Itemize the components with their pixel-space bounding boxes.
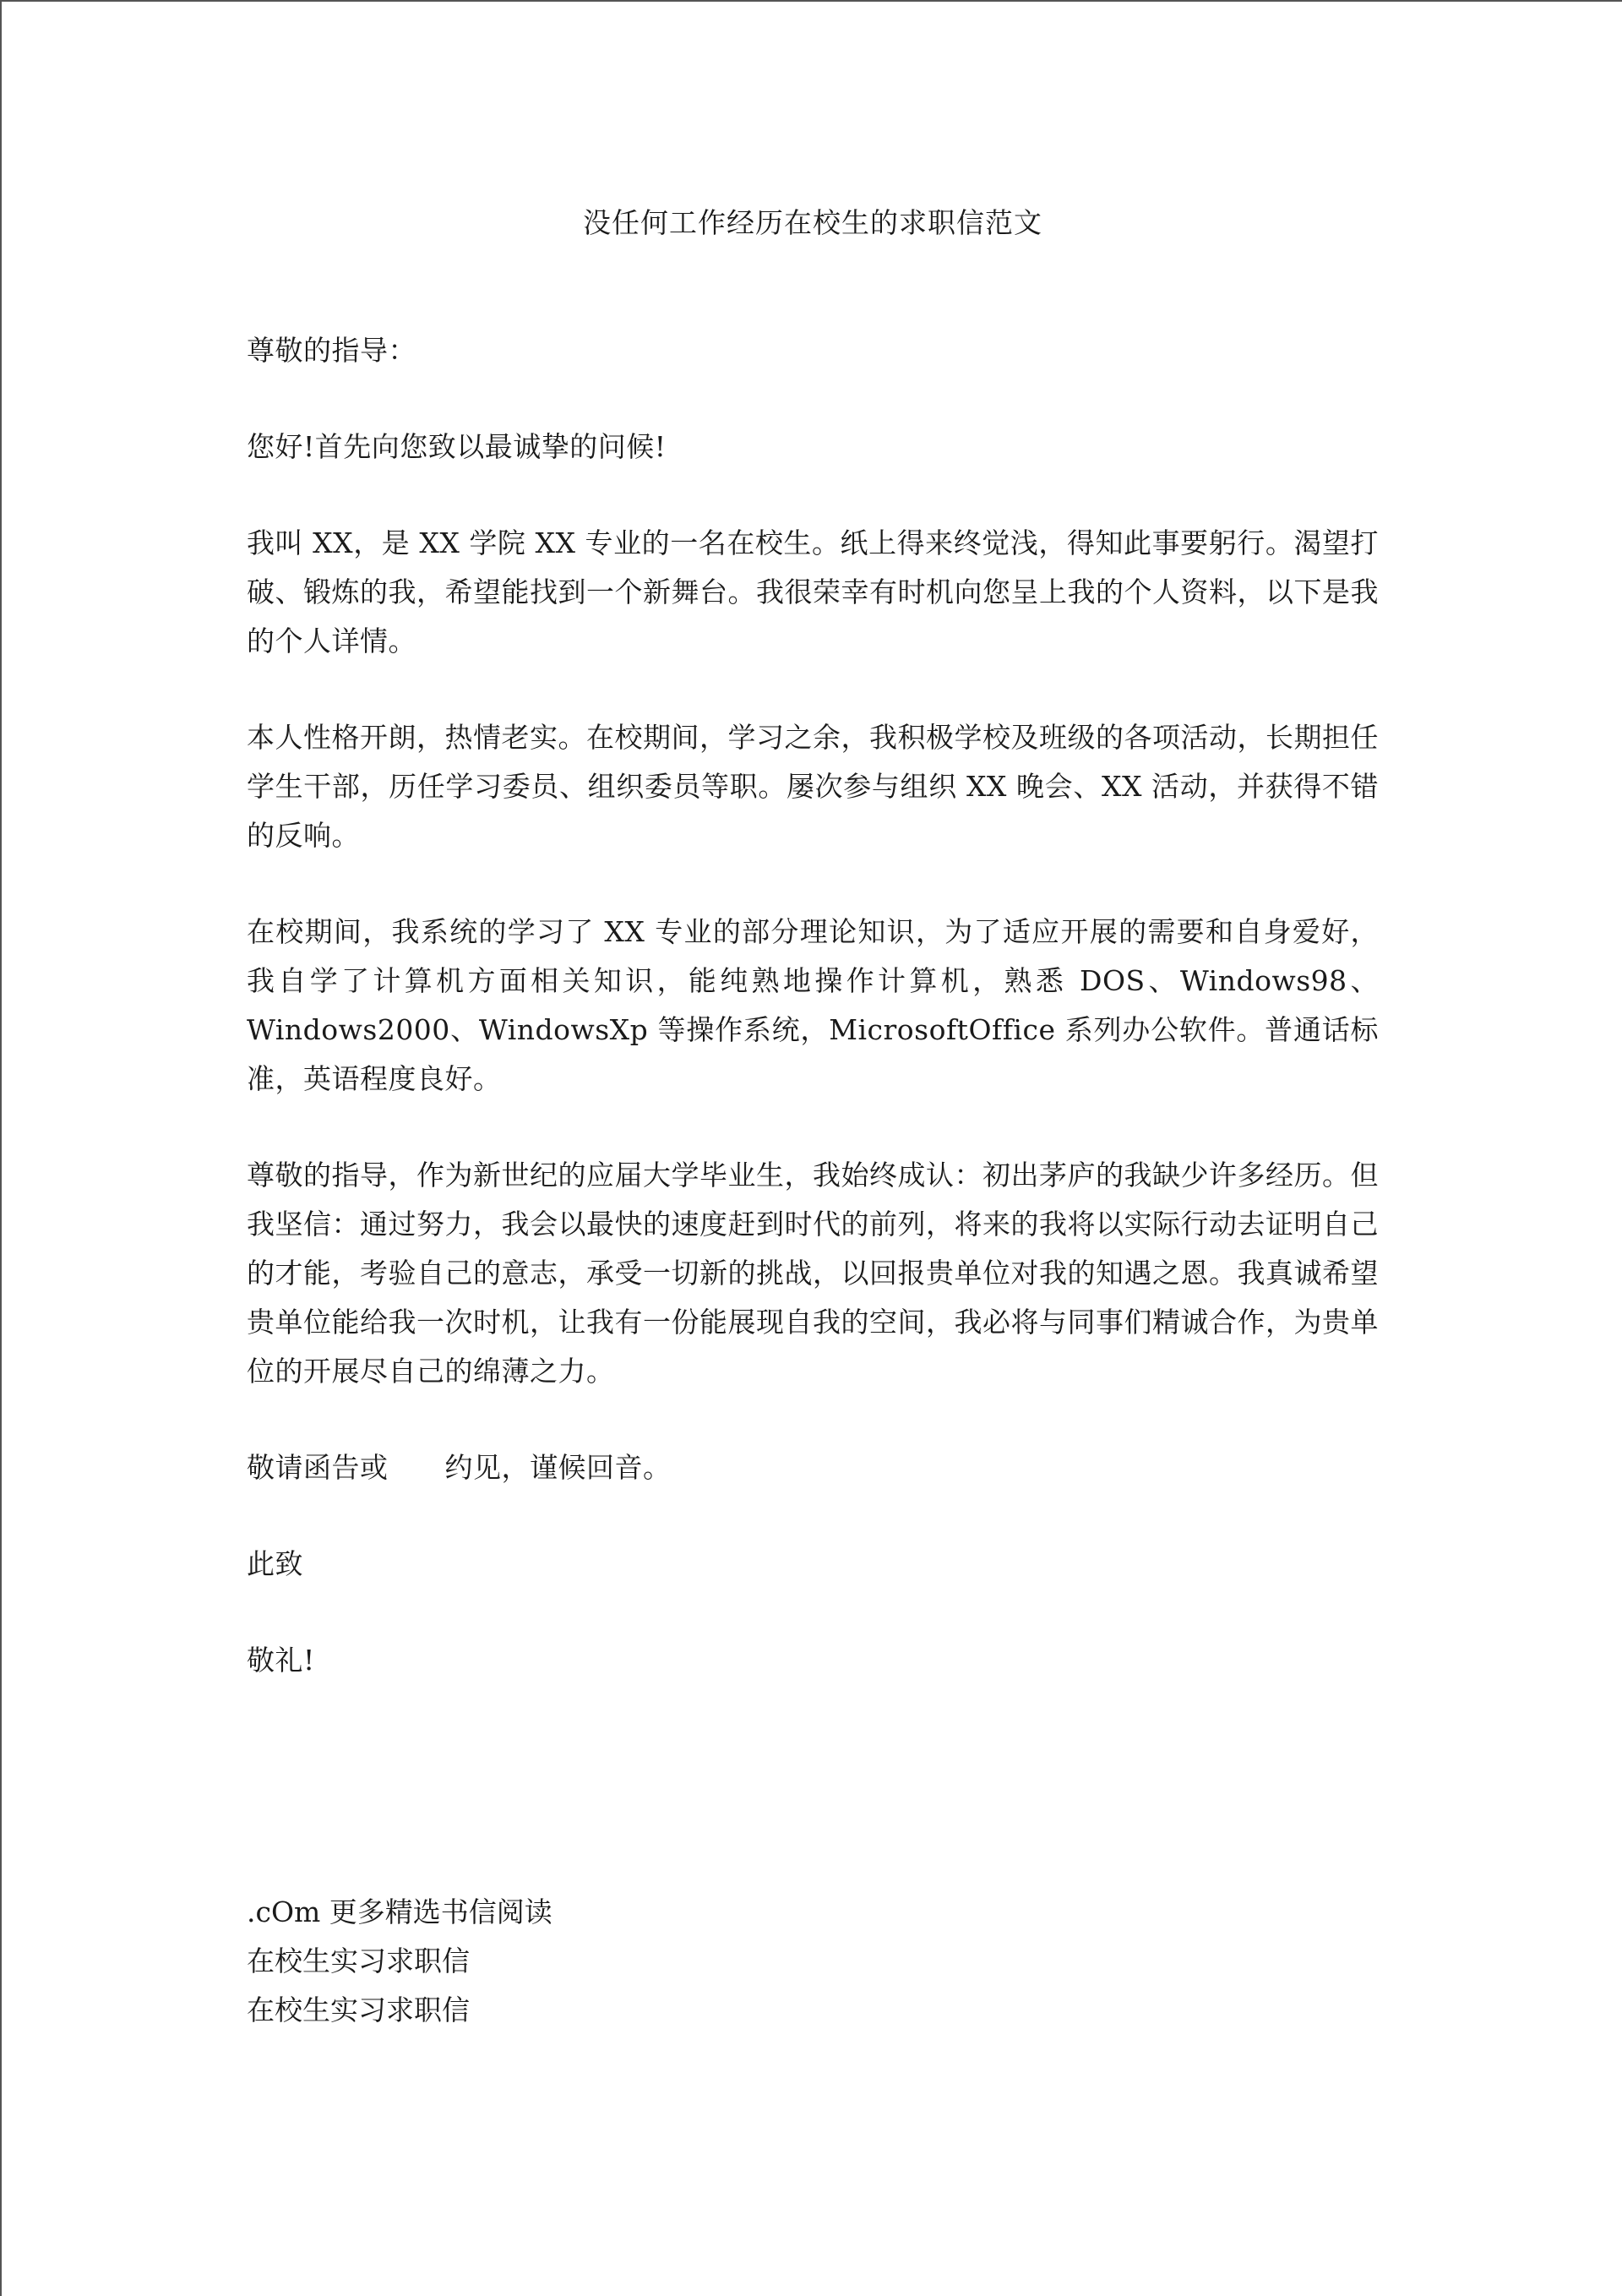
greeting: 您好!首先向您致以最诚挚的问候! <box>247 430 667 463</box>
letter-body <box>247 326 1379 1685</box>
related-reading <box>247 1888 1379 2035</box>
salutation: 尊敬的指导： <box>247 334 416 367</box>
more-reading-link[interactable]: .cOm 更多精选书信阅读 <box>247 1895 552 1928</box>
document-title: 没任何工作经历在校生的求职信范文 <box>583 206 1042 239</box>
closing-salute: 敬礼! <box>247 1644 315 1677</box>
related-link[interactable]: 在校生实习求职信 <box>247 1944 470 1977</box>
paragraph-commitment: 尊敬的指导，作为新世纪的应届大学毕业生，我始终成认：初出茅庐的我缺少许多经历。但我坚信：通过努力，我会以最快的速度赶到时代的前列，将来的我将以实际行动去证明自己的才能，考验自己的意志，承受一切新的挑战，以回报贵单位对我的知遇之恩。我真诚希望贵单位能给我一次时机，让我有一份能展现自我的空间，我必将与同事们精诚合作，为贵单位的开展尽自己的绵薄之力。 <box>247 1159 1379 1388</box>
paragraph-personality: 本人性格开朗，热情老实。在校期间，学习之余，我积极学校及班级的各项活动，长期担任学生干部，历任学习委员、组织委员等职。屡次参与组织 XX 晚会、XX 活动，并获得不错的反响。 <box>247 721 1379 852</box>
paragraph-introduction: 我叫 XX，是 XX 学院 XX 专业的一名在校生。纸上得来终觉浅，得知此事要躬行。渴望打破、锻炼的我，希望能找到一个新舞台。我很荣幸有时机向您呈上我的个人资料，以下是我的个人详情。 <box>247 526 1379 657</box>
closing-request: 敬请函告或 约见，谨候回音。 <box>247 1451 672 1484</box>
paragraph-skills: 在校期间，我系统的学习了 XX 专业的部分理论知识，为了适应开展的需要和自身爱好，我自学了计算机方面相关知识，能纯熟地操作计算机，熟悉 DOS、Windows98、Windows2000、WindowsXp 等操作系统，MicrosoftOffice 系列办公软件。普通话标准，英语程度良好。 <box>247 915 1379 1095</box>
related-link[interactable]: 在校生实习求职信 <box>247 1993 470 2026</box>
closing-regards: 此致 <box>247 1547 303 1580</box>
